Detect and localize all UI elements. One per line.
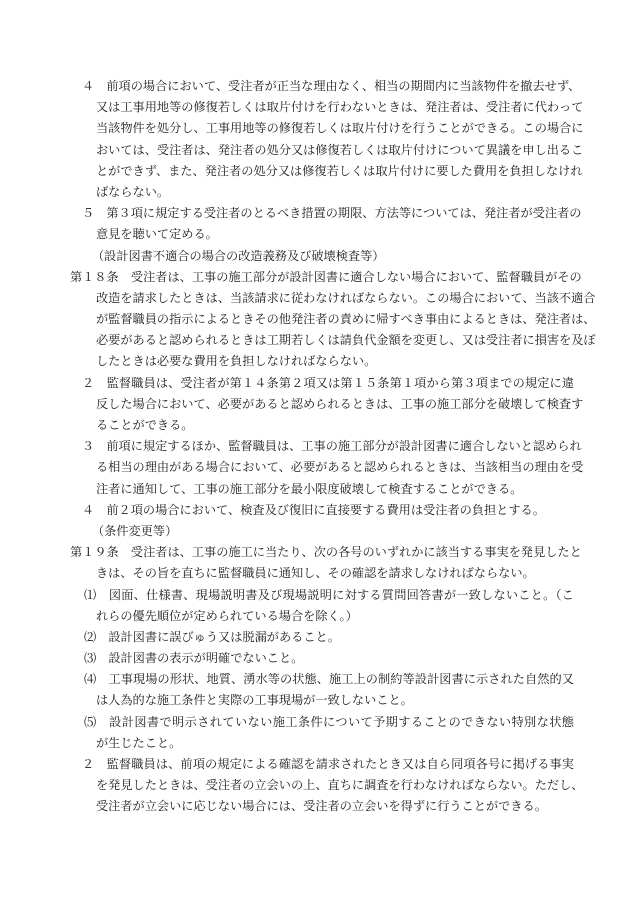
document-line: ４ 前２項の場合において、検査及び復旧に直接要する費用は受注者の負担とする。 — [82, 502, 545, 517]
document-line: 第１８条 受注者は、工事の施工部分が設計図書に適合しない場合において、監督職員がその — [70, 269, 582, 284]
document-line: ⑶ 設計図書の表示が明確でないこと。 — [84, 651, 304, 666]
document-line: を発見したときは、受注者の立会いの上、直ちに調査を行わなければならない。ただし、 — [96, 778, 584, 793]
document-line: きは、その旨を直ちに監督職員に通知し、その確認を請求しなければならない。 — [96, 566, 535, 581]
document-line: 当該物件を処分し、工事用地等の修復若しくは取片付けを行うことができる。この場合に — [96, 121, 584, 136]
document-line: ⑵ 設計図書に誤びゅう又は脱漏があること。 — [84, 629, 340, 644]
document-line: 必要があると認められるときは工期若しくは請負代金額を変更し、又は受注者に損害を及ぼ — [96, 333, 596, 348]
document-line: 注者に通知して、工事の施工部分を最小限度破壊して検査することができる。 — [96, 481, 523, 496]
document-line: 第１９条 受注者は、工事の施工に当たり、次の各号のいずれかに該当する事実を発見したと — [70, 545, 582, 560]
document-line: 改造を請求したときは、当該請求に従わなければならない。この場合において、当該不適合 — [96, 290, 596, 305]
document-line: ２ 監督職員は、前項の規定による確認を請求されたとき又は自ら同項各号に掲げる事実 — [82, 757, 574, 771]
document-line: が生じたこと。 — [96, 735, 182, 750]
document-line: 受注者が立会いに応じない場合には、受注者の立会いを得ずに行うことができる。 — [96, 799, 547, 814]
document-line: ⑴ 図面、仕様書、現場説明書及び現場説明に対する質問回答書が一致しないこと。（こ — [84, 587, 574, 602]
document-line: ４ 前項の場合において、受注者が正当な理由なく、相当の期間内に当該物件を撤去せず、 — [82, 79, 581, 93]
document-line: が監督職員の指示によるときその他発注者の責めに帰すべき事由によるときは、発注者は、 — [96, 312, 596, 327]
document-line: 反した場合において、必要があると認められるときは、工事の施工部分を破壊して検査す — [96, 396, 584, 411]
document-line: （設計図書不適合の場合の改造義務及び破壊検査等） — [92, 248, 385, 263]
document-line: ばならない。 — [96, 184, 170, 199]
document-line: したときは必要な費用を負担しなければならない。 — [96, 354, 377, 369]
document-body — [70, 76, 596, 818]
document-line: れらの優先順位が定められている場合を除く。） — [96, 608, 358, 623]
document-line: 又は工事用地等の修復若しくは取片付けを行わないときは、発注者は、受注者に代わって — [96, 100, 584, 115]
document-line: （条件変更等） — [92, 523, 178, 538]
document-line: ５ 第３項に規定する受注者のとるべき措置の期限、方法等については、発注者が受注者の — [82, 206, 582, 221]
document-line: ることができる。 — [96, 418, 194, 432]
document-line: とができず、また、発注者の処分又は修復若しくは取片付けに要した費用を負担しなけれ — [96, 163, 583, 178]
document-line: ⑷ 工事現場の形状、地質、湧水等の状態、施工上の制約等設計図書に示された自然的又 — [84, 672, 574, 687]
document-line: 意見を聴いて定める。 — [96, 227, 218, 242]
document-line: ⑸ 設計図書で明示されていない施工条件について予期することのできない特別な状態 — [84, 714, 574, 729]
document-line: おいては、受注者は、発注者の処分又は修復若しくは取片付けについて異議を申し出るこ — [96, 142, 584, 157]
document-line: ２ 監督職員は、受注者が第１４条第２項又は第１５条第１項から第３項までの規定に違 — [82, 375, 574, 390]
document-line: は人為的な施工条件と実際の工事現場が一致しないこと。 — [96, 693, 413, 708]
document-line: ３ 前項に規定するほか、監督職員は、工事の施工部分が設計図書に適合しないと認められ — [82, 439, 582, 454]
document-line: る相当の理由がある場合において、必要があると認められるときは、当該相当の理由を受 — [96, 460, 584, 475]
